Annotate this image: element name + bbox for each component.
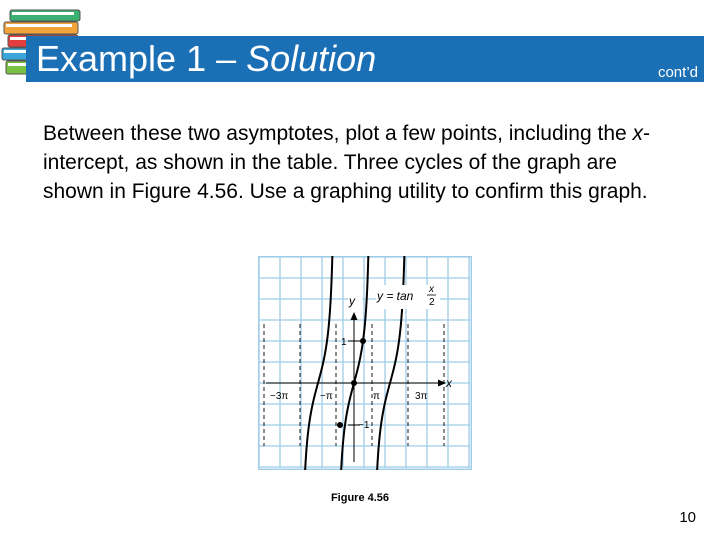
point-origin [351, 380, 357, 386]
tangent-graph-figure [258, 256, 472, 470]
y-tick-label-1: 1 [341, 337, 347, 348]
continued-label: cont’d [657, 64, 698, 81]
point-pi-over-2 [360, 338, 366, 344]
figure-caption: Figure 4.56 [330, 492, 390, 504]
body-text-italic-x: x [632, 122, 644, 145]
slide-title [36, 38, 376, 80]
x-tick-label-neg-3pi: −3π [270, 391, 289, 402]
x-tick-label-pi: π [373, 391, 380, 402]
point-neg-pi-over-2 [337, 422, 343, 428]
x-tick-label-3pi: 3π [415, 391, 428, 402]
function-numerator: x [429, 284, 434, 295]
function-label: y = tan [377, 289, 414, 303]
slide-title-main: Example 1 – [36, 38, 237, 79]
body-text-part1: Between these two asymptotes, plot a few points, including the [43, 122, 633, 145]
y-axis-label: y [349, 294, 355, 308]
slide-title-italic: Solution [246, 38, 377, 79]
function-denominator: 2 [429, 297, 435, 308]
page-number: 10 [679, 509, 696, 526]
body-text-part2: -intercept, as shown in the table. Three cycles of the graph are shown in Figure 4.56. Use a graphing utility to confirm this graph. [43, 122, 651, 203]
x-axis-label: x [446, 376, 452, 390]
y-tick-label-neg1: −1 [358, 420, 370, 431]
x-tick-label-neg-pi: −π [320, 391, 333, 402]
body-paragraph [43, 119, 683, 206]
